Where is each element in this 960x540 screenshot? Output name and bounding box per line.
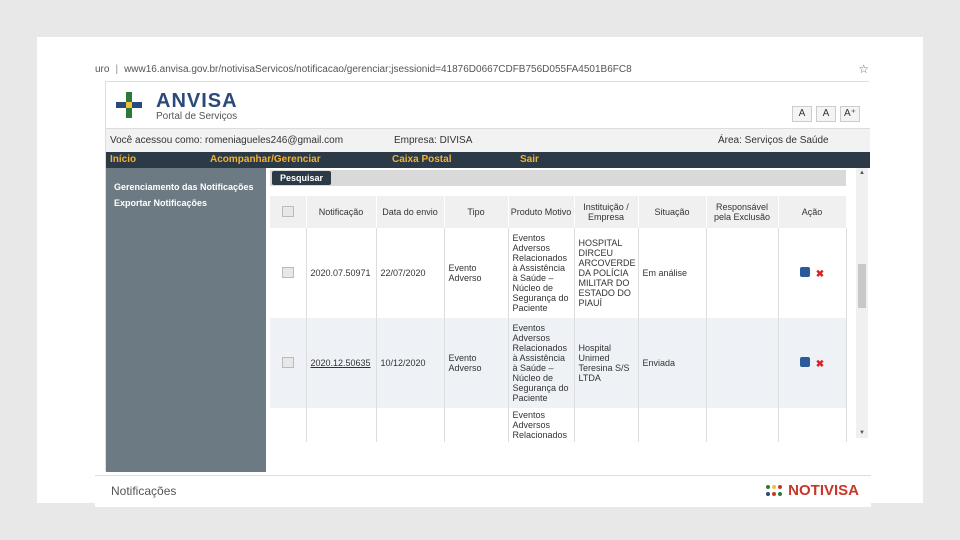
send-date [376, 408, 444, 442]
responsible [706, 228, 778, 318]
send-date: 10/12/2020 [376, 318, 444, 408]
view-icon[interactable] [800, 267, 810, 277]
font-increase-button[interactable]: A⁺ [840, 106, 860, 122]
user-email: Você acessou como: romeniagueles246@gmail.com [110, 135, 344, 146]
company-name: Empresa: DIVISA [394, 135, 473, 146]
notivisa-dots-icon [764, 483, 784, 499]
main-nav [106, 152, 870, 168]
select-all-checkbox[interactable] [282, 206, 294, 217]
sidebar [106, 168, 266, 472]
notification-number[interactable] [306, 408, 376, 442]
delete-icon[interactable]: ✖ [815, 268, 825, 280]
address-bar[interactable] [95, 59, 871, 79]
notifications-table [270, 196, 846, 442]
vertical-scrollbar[interactable] [856, 168, 868, 438]
anvisa-logo-icon [114, 90, 144, 120]
table-row [270, 228, 846, 318]
font-size-controls [792, 106, 860, 122]
search-button[interactable]: Pesquisar [272, 171, 331, 185]
responsible [706, 318, 778, 408]
anvisa-app [105, 81, 869, 471]
status [638, 408, 706, 442]
notification-number[interactable]: 2020.12.50635 [306, 318, 376, 408]
status: Em análise [638, 228, 706, 318]
scroll-up-icon[interactable]: ▲ [859, 170, 865, 176]
product-motive: Eventos Adversos Relacionados [508, 408, 574, 442]
sidebar-item-exportar[interactable]: Exportar Notificações [114, 198, 208, 208]
row-select-cell[interactable] [270, 318, 306, 408]
event-type [444, 408, 508, 442]
col-header-acao: Ação [778, 196, 846, 228]
col-header-notificacao[interactable]: Notificação [306, 196, 376, 228]
event-type: Evento Adverso [444, 318, 508, 408]
user-info-bar [106, 128, 870, 152]
brand-title: ANVISA [156, 90, 238, 112]
url-scheme: uro [95, 63, 110, 75]
col-header-situacao[interactable]: Situação [638, 196, 706, 228]
institution: Hospital Unimed Teresina S/S LTDA [574, 318, 638, 408]
product-motive: Eventos Adversos Relacionados à Assistência à Saúde – Núcleo de Segurança do Paciente [508, 228, 574, 318]
select-all-header[interactable] [270, 196, 306, 228]
notification-number[interactable]: 2020.07.50971 [306, 228, 376, 318]
footer-title: Notificações [111, 484, 177, 498]
search-toolbar [270, 170, 846, 186]
scroll-down-icon[interactable]: ▼ [859, 430, 865, 436]
col-header-instituicao[interactable]: Instituição / Empresa [574, 196, 638, 228]
row-select-cell[interactable] [270, 228, 306, 318]
row-select-cell[interactable] [270, 408, 306, 442]
header [106, 82, 870, 128]
row-checkbox[interactable] [282, 357, 294, 368]
send-date: 22/07/2020 [376, 228, 444, 318]
view-icon[interactable] [800, 357, 810, 367]
product-motive: Eventos Adversos Relacionados à Assistência à Saúde – Núcleo de Segurança do Paciente [508, 318, 574, 408]
nav-item-inicio[interactable]: Início [110, 154, 137, 165]
font-decrease-button[interactable]: A [792, 106, 812, 122]
status: Enviada [638, 318, 706, 408]
event-type: Evento Adverso [444, 228, 508, 318]
row-checkbox[interactable] [282, 267, 294, 278]
scroll-thumb[interactable] [858, 264, 866, 308]
table-row [270, 318, 846, 408]
nav-item-sair[interactable]: Sair [520, 154, 539, 165]
url-text[interactable]: www16.anvisa.gov.br/notivisaServicos/notificacao/gerenciar;jsessionid=41876D0667CDFB756D055FA4501B6FC8 [124, 63, 632, 75]
col-header-data[interactable]: Data do envio [376, 196, 444, 228]
nav-item-acompanhar[interactable]: Acompanhar/Gerenciar [210, 154, 321, 165]
col-header-produto[interactable]: Produto Motivo [508, 196, 574, 228]
notivisa-brand: NOTIVISA [788, 482, 859, 499]
table-row [270, 408, 846, 442]
url-separator: | [115, 63, 119, 75]
row-actions [778, 318, 846, 408]
table-header-row [270, 196, 846, 228]
row-actions [778, 408, 846, 442]
screenshot [95, 59, 871, 499]
font-reset-button[interactable]: A [816, 106, 836, 122]
row-actions [778, 228, 846, 318]
responsible [706, 408, 778, 442]
sidebar-item-gerenciamento[interactable]: Gerenciamento das Notificações [114, 182, 254, 192]
footer [95, 475, 871, 507]
notivisa-logo [764, 482, 859, 499]
institution [574, 408, 638, 442]
bookmark-star-icon[interactable]: ☆ [858, 62, 869, 76]
nav-item-caixa-postal[interactable]: Caixa Postal [392, 154, 452, 165]
brand [156, 90, 238, 122]
main-content [266, 168, 870, 472]
institution: HOSPITAL DIRCEU ARCOVERDE DA POLÍCIA MILITAR DO ESTADO DO PIAUÍ [574, 228, 638, 318]
delete-icon[interactable]: ✖ [815, 358, 825, 370]
brand-subtitle: Portal de Serviços [156, 111, 238, 122]
slide-frame [37, 37, 923, 503]
col-header-responsavel[interactable]: Responsável pela Exclusão [706, 196, 778, 228]
col-header-tipo[interactable]: Tipo [444, 196, 508, 228]
area-name: Área: Serviços de Saúde [718, 135, 829, 146]
